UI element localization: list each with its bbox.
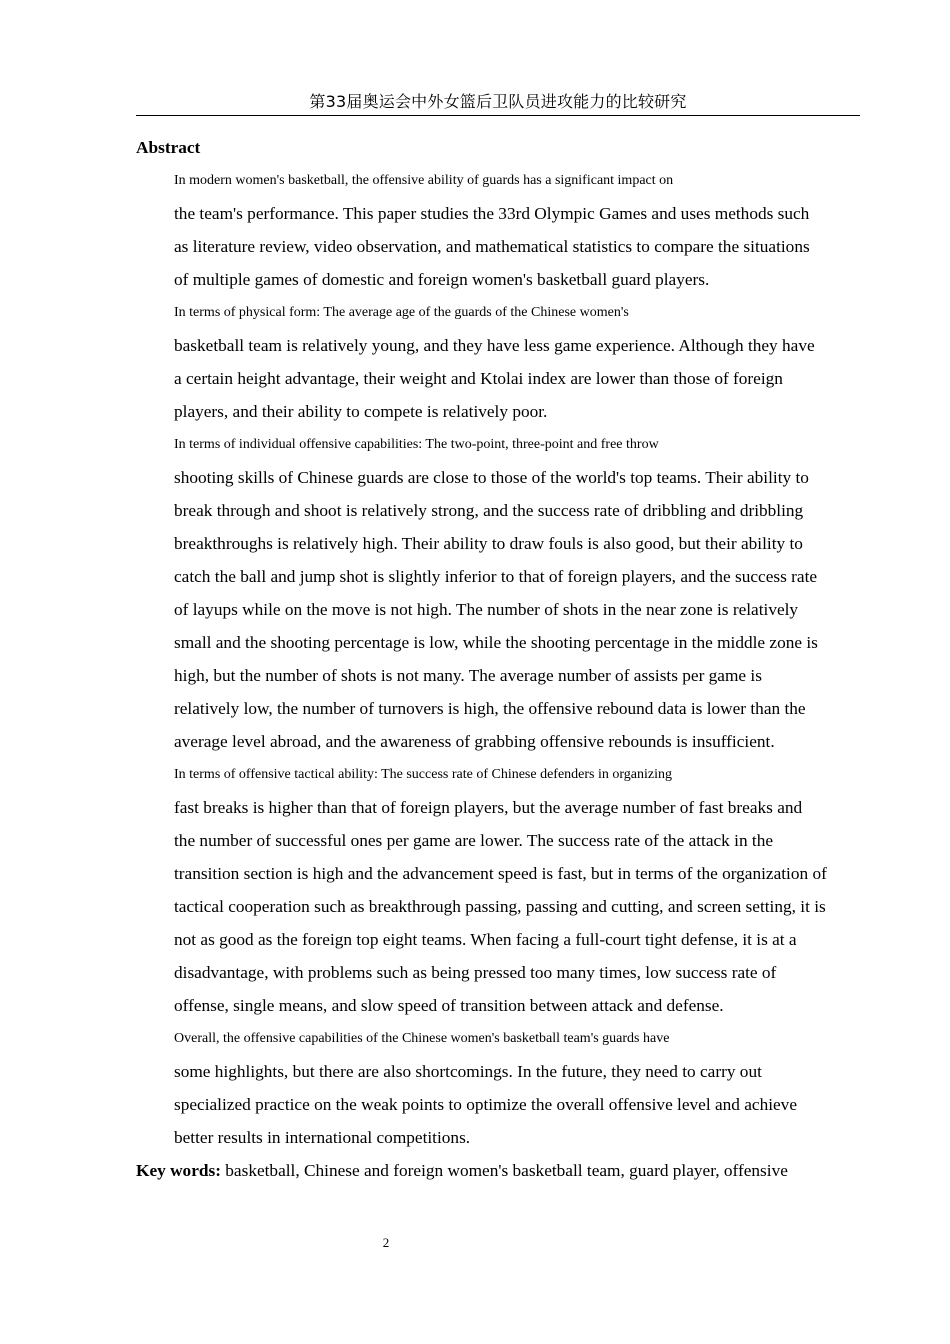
paragraph-line: Overall, the offensive capabilities of the Chinese women's basketball team's guards have (174, 1031, 670, 1046)
paragraph-line: breakthroughs is relatively high. Their ability to draw fouls is also good, but their ability to (174, 534, 803, 553)
abstract-paragraph (136, 164, 862, 296)
paragraph-line: specialized practice on the weak points to optimize the overall offensive level and achieve (174, 1095, 797, 1114)
paragraph-line: of multiple games of domestic and foreign women's basketball guard players. (174, 270, 710, 289)
paragraph-line: fast breaks is higher than that of foreign players, but the average number of fast breaks and (174, 798, 803, 817)
keywords-text: basketball, Chinese and foreign women's basketball team, guard player, offensive (220, 1161, 788, 1180)
abstract-paragraph (136, 1022, 862, 1154)
paragraph-line: In terms of individual offensive capabilities: The two-point, three-point and free throw (174, 437, 659, 452)
paragraph-line: catch the ball and jump shot is slightly inferior to that of foreign players, and the success rate (174, 567, 818, 586)
paragraph-line: as literature review, video observation, and mathematical statistics to compare the situations (174, 237, 810, 256)
paragraph-line: relatively low, the number of turnovers is high, the offensive rebound data is lower than the (174, 699, 806, 718)
abstract-heading: Abstract (136, 138, 201, 157)
paragraph-line: of layups while on the move is not high. The number of shots in the near zone is relatively (174, 600, 799, 619)
running-header-title: 第33届奥运会中外女篮后卫队员进攻能力的比较研究 (136, 91, 860, 116)
paragraph-line: players, and their ability to compete is relatively poor. (174, 402, 548, 421)
paragraph-line: transition section is high and the advancement speed is fast, but in terms of the organization of (174, 864, 827, 883)
keywords-line (136, 1154, 862, 1187)
paragraph-line: break through and shoot is relatively strong, and the success rate of dribbling and dribbling (174, 501, 804, 520)
paragraph-line: a certain height advantage, their weight and Ktolai index are lower than those of foreign (174, 369, 783, 388)
paragraph-line: the team's performance. This paper studies the 33rd Olympic Games and uses methods such (174, 204, 810, 223)
paragraph-line: small and the shooting percentage is low, while the shooting percentage in the middle zone is (174, 633, 818, 652)
abstract-paragraph (136, 428, 862, 758)
abstract-body (136, 164, 862, 1154)
paragraph-line: not as good as the foreign top eight teams. When facing a full-court tight defense, it is at a (174, 930, 797, 949)
paragraph-line: some highlights, but there are also shortcomings. In the future, they need to carry out (174, 1062, 762, 1081)
page-number: 2 (382, 1235, 390, 1250)
paragraph-line: average level abroad, and the awareness of grabbing offensive rebounds is insufficient. (174, 732, 775, 751)
paragraph-line: basketball team is relatively young, and they have less game experience. Although they have (174, 336, 815, 355)
paragraph-line: shooting skills of Chinese guards are close to those of the world's top teams. Their ability to (174, 468, 809, 487)
abstract-paragraph (136, 758, 862, 1022)
paragraph-line: high, but the number of shots is not many. The average number of assists per game is (174, 666, 762, 685)
paragraph-line: In terms of physical form: The average age of the guards of the Chinese women's (174, 305, 629, 320)
paragraph-line: offense, single means, and slow speed of transition between attack and defense. (174, 996, 724, 1015)
abstract-section (136, 131, 862, 1187)
keywords-label: Key words: (136, 1161, 221, 1180)
paragraph-line: In terms of offensive tactical ability: The success rate of Chinese defenders in organizing (174, 767, 673, 782)
paragraph-line: better results in international competitions. (174, 1128, 471, 1147)
paragraph-line: tactical cooperation such as breakthrough passing, passing and cutting, and screen setting, it is (174, 897, 826, 916)
paragraph-line: the number of successful ones per game are lower. The success rate of the attack in the (174, 831, 774, 850)
paragraph-line: disadvantage, with problems such as being pressed too many times, low success rate of (174, 963, 777, 982)
abstract-paragraph (136, 296, 862, 428)
paragraph-line: In modern women's basketball, the offensive ability of guards has a significant impact on (174, 173, 674, 188)
